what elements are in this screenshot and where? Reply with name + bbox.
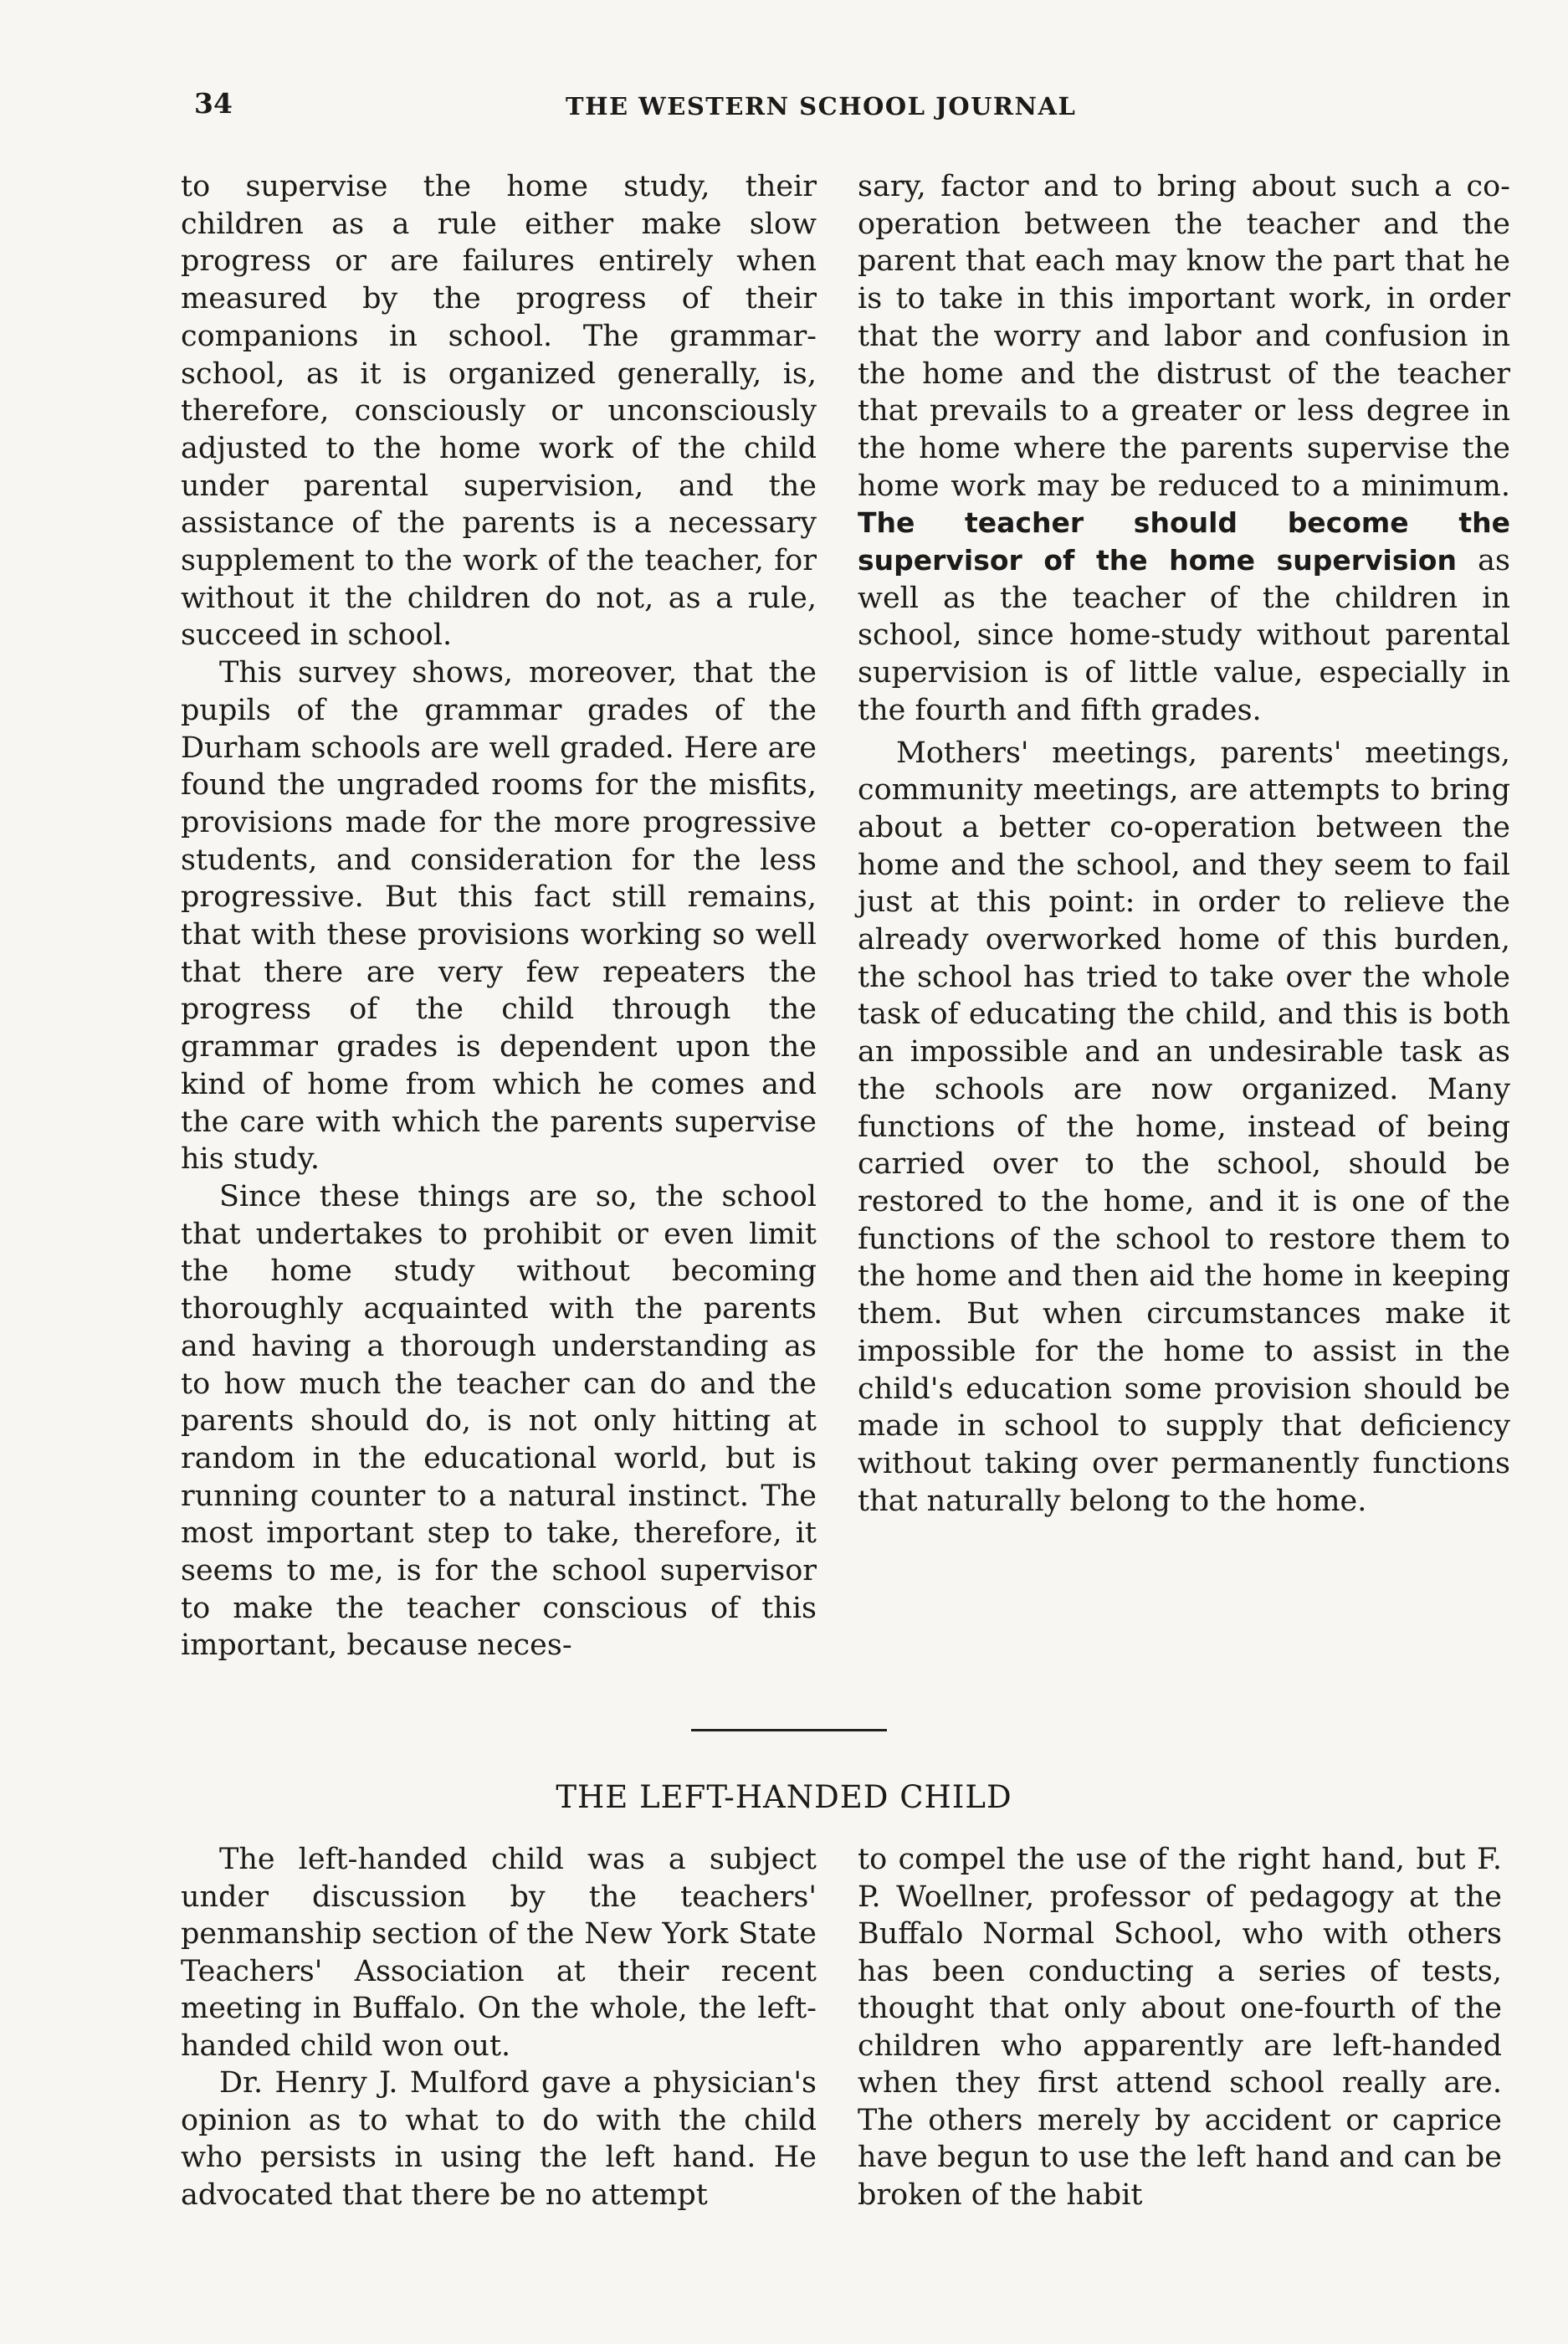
article2-left-column	[181, 1841, 817, 2213]
paragraph: The left-handed child was a subject under discussion by the teachers' penmanship section of the New York State Teachers' Association at their recent meeting in Buffalo. On the whole, the left-handed child won out.	[181, 1843, 817, 2063]
paragraph	[858, 168, 1510, 730]
paragraph: Since these things are so, the school that undertakes to prohibit or even limit the home study without becoming thoroughly acquainted with the parents and having a thorough understanding as to how much the teacher can do and the parents should do, is not only hitting at random in the educational world, but is running counter to a natural instinct. The most important step to take, therefore, it seems to me, is for the school supervisor to make the teacher conscious of this important, because neces-	[181, 1179, 817, 1663]
paragraph: to supervise the home study, their children as a rule either make slow progress or are failures entirely when measured by the progress of their companions in school. The grammar-school, as it is organized generally, is, therefore, consciously or unconsciously adjusted to the home work of the child under parental supervision, and the assistance of the parents is a necessary supplement to the work of the teacher, for without it the children do not, as a rule, succeed in school.	[181, 170, 817, 653]
article-left-column	[181, 168, 817, 1664]
paragraph: to compel the use of the right hand, but F. P. Woellner, professor of pedagogy at the Buffalo Normal School, who with others has been conducting a series of tests, thought that only about one-fourth of the children who apparently are left-handed when they first attend school really are. The others merely by accident or caprice have begun to use the left hand and can be broken of the habit	[858, 1843, 1502, 2212]
paragraph-text: sary, factor and to bring about such a co-operation between the teacher and the parent that each may know the part that he is to take in this important work, in order that the worry and labor and confusion in the home and the distrust of the teacher that prevails to a greater or less degree in the home where the parents supervise the home work may be reduced to a minimum.	[858, 170, 1510, 503]
journal-title: THE WESTERN SCHOOL JOURNAL	[566, 92, 1077, 121]
bold-statement: The teacher should become the supervisor of the home supervision	[858, 506, 1510, 577]
article-right-column	[858, 168, 1510, 1520]
paragraph: Dr. Henry J. Mulford gave a physician's opinion as to what to do with the child who persists in using the left hand. He advocated that there be no attempt	[181, 2066, 817, 2212]
paragraph-text: as well as the teacher of the children in school, since home-study without parental supervision is of little value, especially in the fourth and fifth grades.	[858, 544, 1510, 727]
section-divider	[691, 1729, 887, 1731]
article-title: THE LEFT-HANDED CHILD	[556, 1779, 1012, 1815]
page-number: 34	[194, 87, 233, 120]
article2-right-column	[858, 1841, 1502, 2213]
paragraph: This survey shows, moreover, that the pupils of the grammar grades of the Durham schools are well graded. Here are found the ungraded rooms for the misfits, provisions made for the more progressive students, and consideration for the less progressive. But this fact still remains, that with these provisions working so well that there are very few repeaters the progress of the child through the grammar grades is dependent upon the kind of home from which he comes and the care with which the parents supervise his study.	[181, 656, 817, 1177]
paragraph: Mothers' meetings, parents' meetings, community meetings, are attempts to bring about a better co-operation between the home and the school, and they seem to fail just at this point: in order to relieve the already overworked home of this burden, the school has tried to take over the whole task of educating the child, and this is both an impossible and an undesirable task as the schools are now organized. Many functions of the home, instead of being carried over to the school, should be restored to the home, and it is one of the functions of the school to restore them to the home and then aid the home in keeping them. But when circumstances make it impossible for the home to assist in the child's education some provision should be made in school to supply that deficiency without taking over permanently functions that naturally belong to the home.	[858, 736, 1510, 1518]
